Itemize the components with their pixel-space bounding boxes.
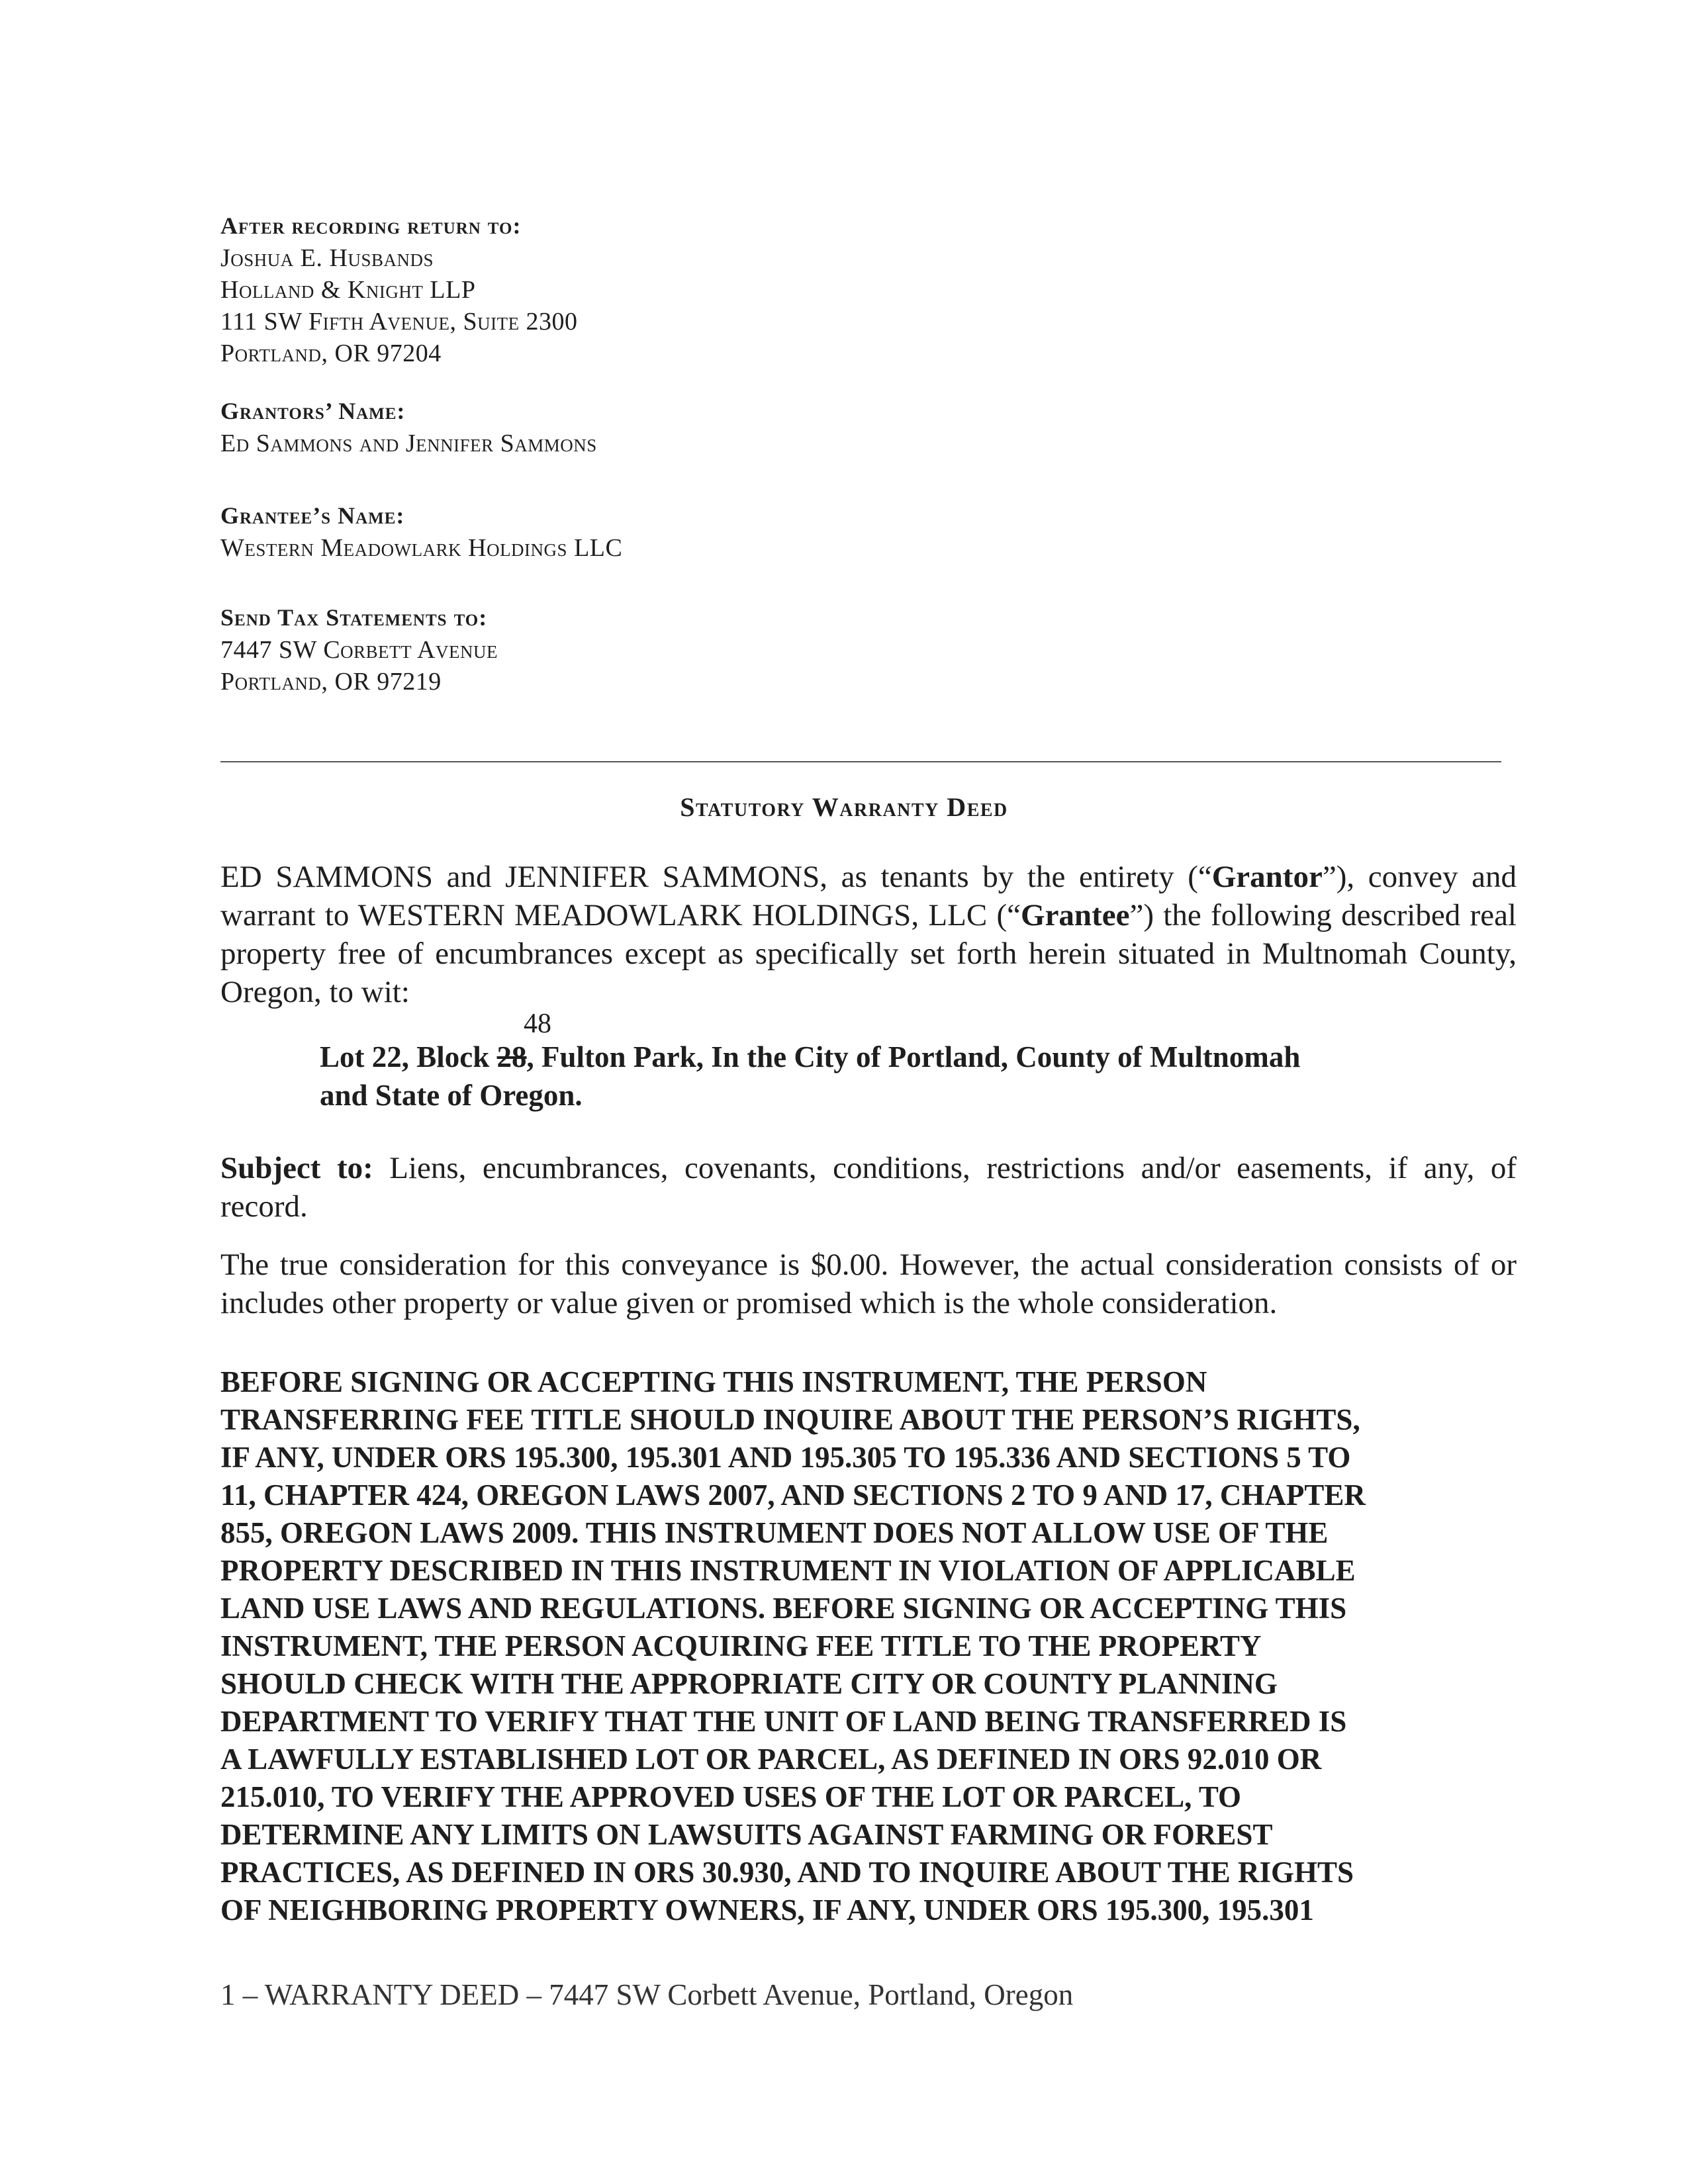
legal-description	[320, 1009, 1445, 1115]
notice-line: IF ANY, UNDER ORS 195.300, 195.301 AND 195.305 TO 195.336 AND SECTIONS 5 TO	[220, 1441, 1351, 1474]
grantee-term: Grantee	[1021, 898, 1130, 933]
grantee-label: Grantee’s Name:	[220, 502, 405, 529]
legal-text: , Fulton Park, In the City of Portland, County of Multnomah	[526, 1040, 1301, 1073]
grantee-name: Western Meadowlark Holdings LLC	[220, 534, 623, 562]
conveyance-paragraph	[220, 858, 1517, 1011]
consideration-paragraph: The true consideration for this conveyance is $0.00. However, the actual consideration consists of or includes other property or value given or promised which is the whole consideration.	[220, 1248, 1517, 1320]
notice-line: PROPERTY DESCRIBED IN THIS INSTRUMENT IN VIOLATION OF APPLICABLE	[220, 1554, 1356, 1587]
section-divider	[220, 761, 1501, 762]
legal-text-line2: and State of Oregon.	[320, 1079, 583, 1112]
document-title: Statutory Warranty Deed	[680, 792, 1008, 822]
page-footer: 1 – WARRANTY DEED – 7447 SW Corbett Avenue, Portland, Oregon	[220, 1978, 1074, 2011]
notice-line: DETERMINE ANY LIMITS ON LAWSUITS AGAINST FARMING OR FOREST	[220, 1818, 1273, 1851]
subject-to-paragraph	[220, 1149, 1517, 1226]
notice-line: OF NEIGHBORING PROPERTY OWNERS, IF ANY, UNDER ORS 195.300, 195.301	[220, 1893, 1314, 1927]
grantors-block	[220, 394, 1147, 459]
grantor-term: Grantor	[1211, 860, 1323, 894]
legal-text: Lot 22, Block	[320, 1040, 497, 1073]
return-to-line: Portland, OR 97204	[220, 340, 442, 367]
return-to-block	[220, 209, 1147, 369]
tax-statements-line: Portland, OR 97219	[220, 668, 442, 696]
notice-line: 215.010, TO VERIFY THE APPROVED USES OF THE LOT OR PARCEL, TO	[220, 1780, 1242, 1813]
notice-line: SHOULD CHECK WITH THE APPROPRIATE CITY OR COUNTY PLANNING	[220, 1667, 1278, 1700]
handwritten-correction: 48	[524, 1009, 551, 1039]
statutory-notice	[220, 1363, 1511, 1929]
notice-line: DEPARTMENT TO VERIFY THAT THE UNIT OF LAND BEING TRANSFERRED IS	[220, 1705, 1347, 1738]
return-to-line: Joshua E. Husbands	[220, 244, 434, 272]
notice-line: TRANSFERRING FEE TITLE SHOULD INQUIRE ABOUT THE PERSON’S RIGHTS,	[220, 1403, 1360, 1436]
tax-statements-line: 7447 SW Corbett Avenue	[220, 636, 498, 664]
tax-statements-label: Send Tax Statements to:	[220, 604, 488, 631]
grantors-name: Ed Sammons and Jennifer Sammons	[220, 430, 597, 457]
return-to-label: After recording return to:	[220, 212, 522, 239]
notice-line: 855, OREGON LAWS 2009. THIS INSTRUMENT DOES NOT ALLOW USE OF THE	[220, 1516, 1329, 1549]
notice-line: 11, CHAPTER 424, OREGON LAWS 2007, AND SECTIONS 2 TO 9 AND 17, CHAPTER	[220, 1479, 1366, 1512]
grantors-label: Grantors’ Name:	[220, 398, 406, 424]
notice-line: A LAWFULLY ESTABLISHED LOT OR PARCEL, AS DEFINED IN ORS 92.010 OR	[220, 1743, 1322, 1776]
conveyance-text: ”), convey and warrant to WESTERN MEADOWLARK HOLDINGS, LLC (“	[220, 860, 1517, 933]
notice-line: BEFORE SIGNING OR ACCEPTING THIS INSTRUMENT, THE PERSON	[220, 1365, 1207, 1398]
notice-line: INSTRUMENT, THE PERSON ACQUIRING FEE TITLE TO THE PROPERTY	[220, 1629, 1262, 1662]
return-to-line: Holland & Knight LLP	[220, 276, 476, 304]
grantee-block	[220, 499, 1147, 564]
notice-line: PRACTICES, AS DEFINED IN ORS 30.930, AND TO INQUIRE ABOUT THE RIGHTS	[220, 1856, 1354, 1889]
subject-to-text: Liens, encumbrances, covenants, conditions, restrictions and/or easements, if any, of record.	[220, 1151, 1517, 1224]
conveyance-text: ED SAMMONS and JENNIFER SAMMONS, as tenants by the entirety (“	[220, 860, 1212, 894]
subject-to-label: Subject to:	[220, 1151, 373, 1185]
notice-line: LAND USE LAWS AND REGULATIONS. BEFORE SIGNING OR ACCEPTING THIS	[220, 1592, 1347, 1625]
tax-statements-block	[220, 601, 1147, 698]
conveyance-text: ”) the following described real property free of encumbrances except as specifically set forth herein situated in Multnomah County, Oregon, to wit:	[220, 898, 1517, 1009]
return-to-line: 111 SW Fifth Avenue, Suite 2300	[220, 308, 578, 336]
struck-block-number: 28	[496, 1040, 527, 1073]
